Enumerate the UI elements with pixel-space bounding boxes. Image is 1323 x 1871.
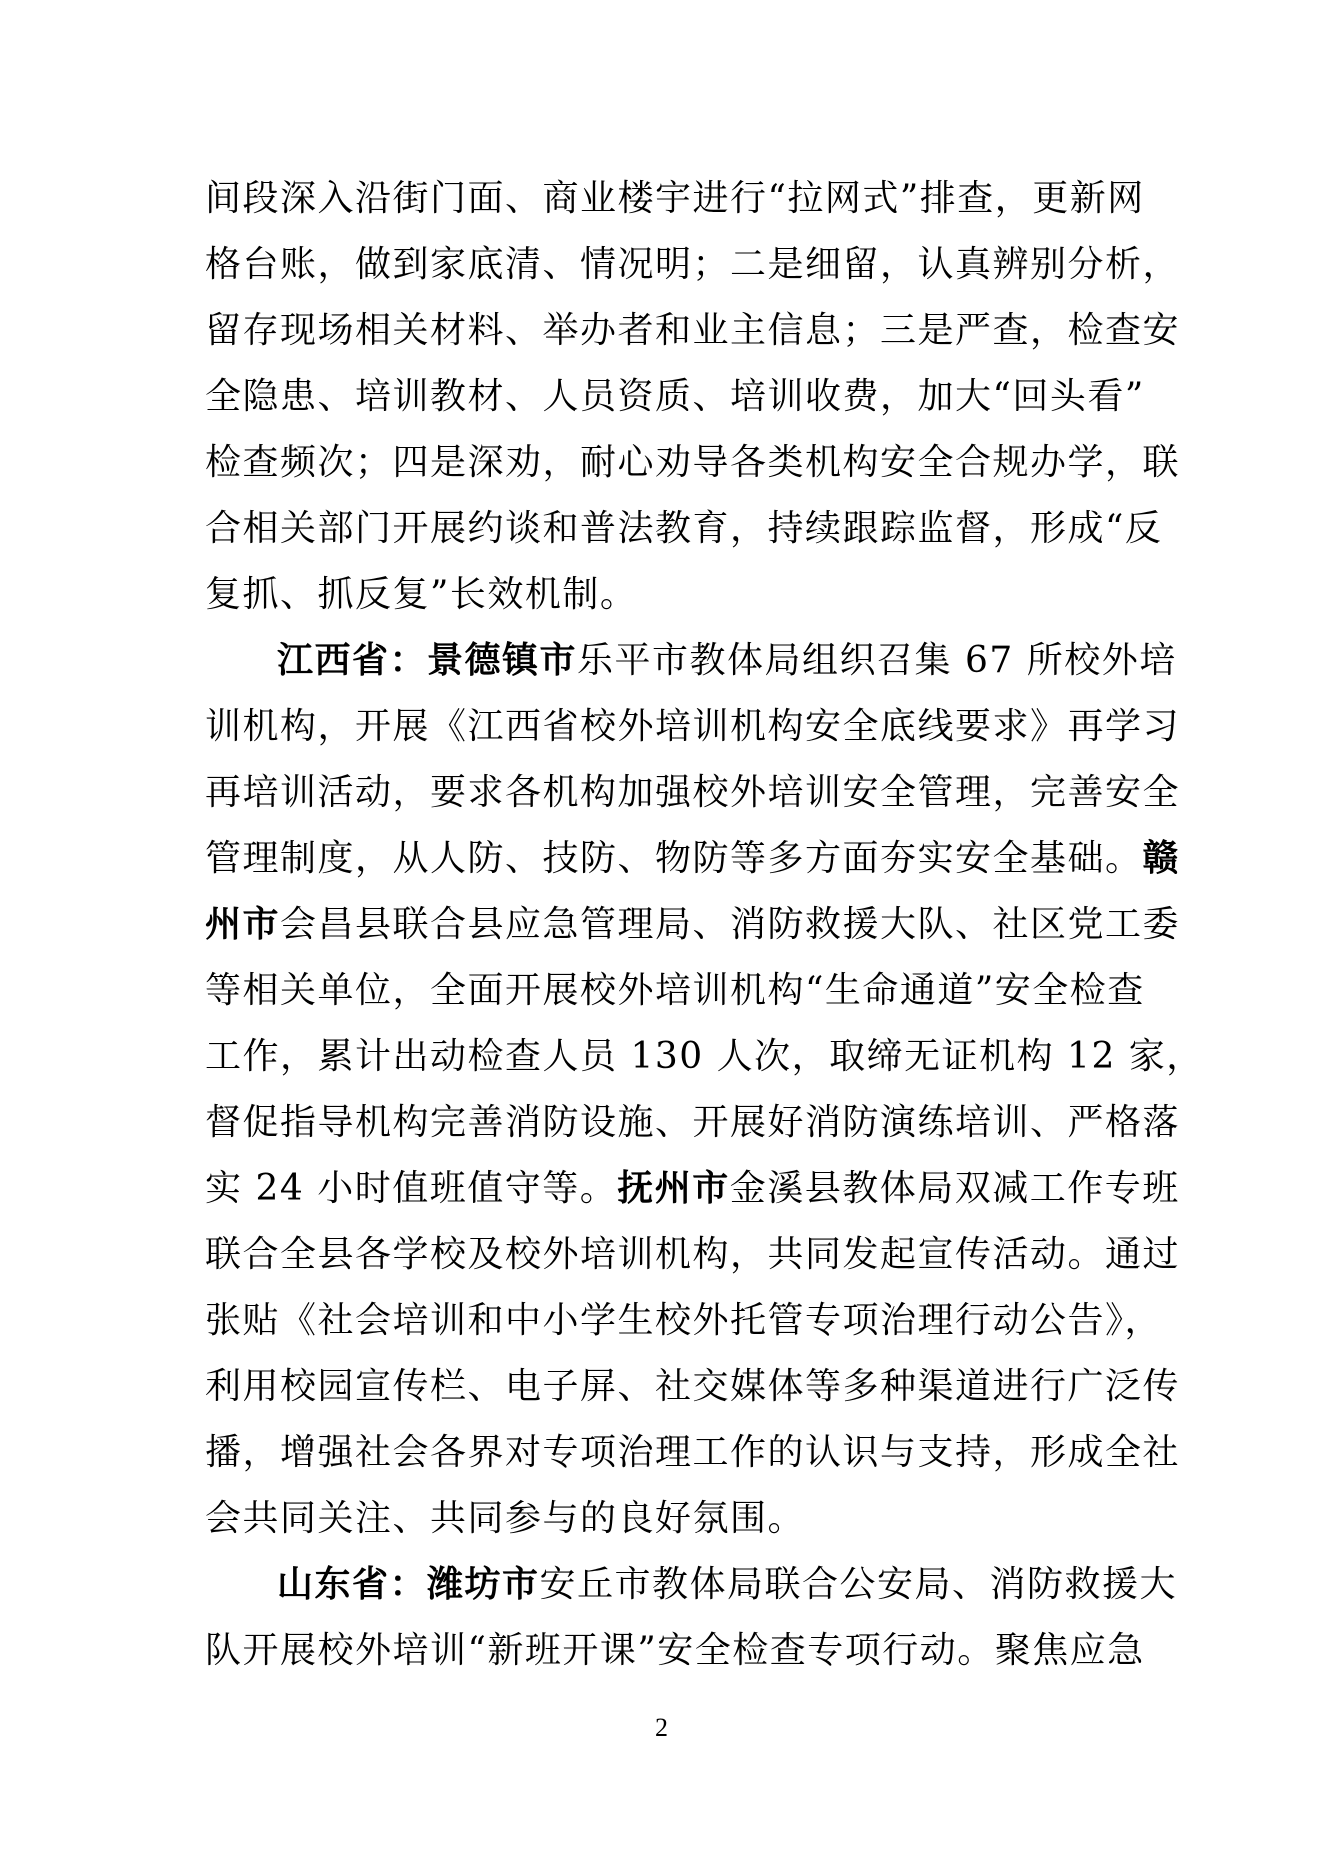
city-label-fuzhou: 抚州市	[617, 1168, 730, 1209]
text-line: 间段深入沿街门面、商业楼宇进行“拉网式”排查，更新网	[205, 178, 1145, 219]
text-line: 留存现场相关材料、举办者和业主信息；三是严查，检查安	[205, 310, 1181, 351]
province-label-jiangxi: 江西省：	[277, 640, 428, 681]
document-body	[205, 166, 1204, 1684]
text-line	[205, 892, 1181, 958]
text-segment: 实 24 小时值班值守等。	[205, 1168, 618, 1209]
text-line: 再培训活动，要求各机构加强校外培训安全管理，完善安全	[205, 772, 1181, 813]
text-line	[205, 1552, 1178, 1618]
text-line: 检查频次；四是深劝，耐心劝导各类机构安全合规办学，联	[205, 442, 1181, 483]
text-line: 训机构，开展《江西省校外培训机构安全底线要求》再学习	[205, 706, 1181, 747]
text-segment: 金溪县教体局双减工作专班	[729, 1168, 1180, 1209]
text-line: 利用校园宣传栏、电子屏、社交媒体等多种渠道进行广泛传	[205, 1366, 1181, 1407]
text-line: 复抓、抓反复”长效机制。	[205, 574, 638, 615]
text-line: 合相关部门开展约谈和普法教育，持续跟踪监督，形成“反	[205, 508, 1163, 549]
text-line	[205, 628, 1177, 694]
text-line: 督促指导机构完善消防设施、开展好消防演练培训、严格落	[205, 1102, 1181, 1143]
city-label-ganzhou: 赣	[1142, 838, 1181, 879]
text-line: 等相关单位，全面开展校外培训机构“生命通道”安全检查	[205, 970, 1145, 1011]
text-segment: 乐平市教体局组织召集 67 所校外培	[577, 640, 1177, 681]
city-label-weifang: 潍坊市	[427, 1564, 540, 1605]
page-number: 2	[655, 1713, 668, 1742]
text-line	[205, 1156, 1180, 1222]
text-line: 格台账，做到家底清、情况明；二是细留，认真辨别分析，	[205, 244, 1181, 285]
text-line	[205, 826, 1181, 892]
text-line: 队开展校外培训“新班开课”安全检查专项行动。聚焦应急	[205, 1630, 1145, 1671]
text-line: 工作，累计出动检查人员 130 人次，取缔无证机构 12 家，	[205, 1036, 1204, 1077]
city-label-ganzhou-cont: 州市	[205, 904, 281, 945]
text-line: 张贴《社会培训和中小学生校外托管专项治理行动公告》，	[205, 1300, 1163, 1341]
text-segment: 安丘市教体局联合公安局、消防救援大	[539, 1564, 1178, 1605]
city-label-jingdezhen: 景德镇市	[427, 640, 578, 681]
text-line: 全隐患、培训教材、人员资质、培训收费，加大“回头看”	[205, 376, 1145, 417]
text-segment: 会昌县联合县应急管理局、消防救援大队、社区党工委	[280, 904, 1181, 945]
text-line: 会共同关注、共同参与的良好氛围。	[205, 1498, 806, 1539]
text-line: 播，增强社会各界对专项治理工作的认识与支持，形成全社	[205, 1432, 1181, 1473]
province-label-shandong: 山东省：	[277, 1564, 428, 1605]
text-line: 联合全县各学校及校外培训机构，共同发起宣传活动。通过	[205, 1234, 1181, 1275]
text-segment: 管理制度，从人防、技防、物防等多方面夯实安全基础。	[205, 838, 1143, 879]
